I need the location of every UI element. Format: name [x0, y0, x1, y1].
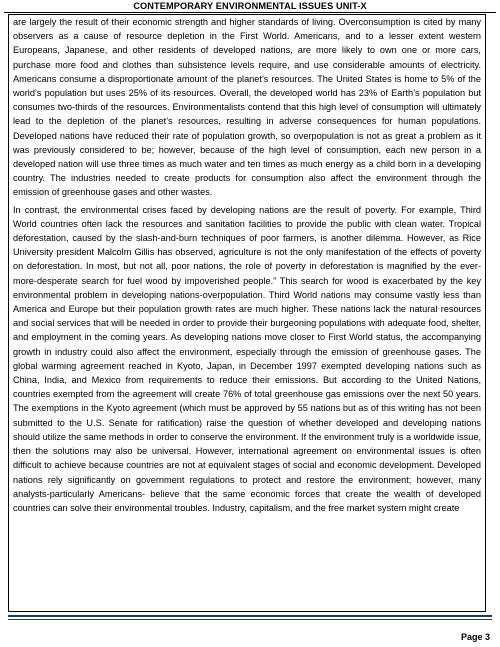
header-divider	[4, 12, 496, 13]
body-paragraph-2: In contrast, the environmental crises faced by developing nations are the result of poverty. For example, Third World countries often lack the resources and sanitation facilities to provide the public with clean water. Tropical deforestation, caused by the slash-and-burn techniques of poor farmers, is another dilemma. However, as Rice University president Malcolm Gillis has observed, agriculture is not the only manifestation of the effects of poverty on deforestation. In most, but not all, poor nations, the role of poverty in deforestation is magnified by the ever-more-desperate search for fuel wood by impoverished people.” This search for wood is exacerbated by the key environmental problem in developing nations-overpopulation. Third World nations may consume vastly less than America and Europe but their population growth rates are much higher. These nations lack the natural resources and social services that will be needed in order to provide their burgeoning populations with adequate food, shelter, and employment in the coming years. As developing nations move closer to First World status, the accompanying growth in industry could also affect the environment, especially through the emission of greenhouse gases. The global warming agreement reached in Kyoto, Japan, in December 1997 exempted developing nations such as China, India, and Mexico from requirements to reduce their emissions. But according to the United Nations, countries exempted from the agreement will create 76% of total greenhouse gas emissions over the next 50 years. The exemptions in the Kyoto agreement (which must be approved by 55 nations but as of this writing has not been submitted to the U.S. Senate for ratification) raise the question of whether developed and developing nations should utilize the same methods in order to conserve the environment. If the environment truly is a worldwide issue, then the solutions may also be universal. However, international agreement on environmental issues is often difficult to achieve because countries are not at equivalent stages of social and economic development. Developed nations rely significantly on government regulations to protect and restore the environment; however, many analysts-particularly Americans- believe that the same economic forces that create the wealth of developed countries can solve their environmental troubles. Industry, capitalism, and the free market system might create	[13, 204, 481, 513]
content-frame	[8, 14, 486, 612]
page-number: Page 3	[460, 632, 490, 642]
page-header-title: CONTEMPORARY ENVIRONMENTAL ISSUES UNIT-X	[133, 1, 367, 11]
body-paragraph-1: are largely the result of their economic strength and higher standards of living. Overconsumption is cited by many observers as a cause of resource depletion in the First World. Americans, and to a lesser extent western Europeans, Japanese, and other residents of developed nations, are more likely to own one or more cars, purchase more food and clothes than subsistence levels require, and use considerable amounts of electricity. Americans consume a disproportionate amount of the planet’s resources. The United States is home to 5% of the world’s population but uses 25% of its resources. Overall, the developed world has 23% of Earth’s population but consumes two-thirds of the resources. Environmentalists contend that this high level of consumption will ultimately lead to the depletion of the planet’s resources, resulting in adverse consequences for human populations. Developed nations have reduced their rate of population growth, so overpopulation is not as great a problem as it was previously considered to be; however, because of the high level of consumption, each new person in a developed nation will use three times as much water and ten times as much energy as a child born in a developing country. The industries needed to create products for consumption also affect the environment through the emission of greenhouse gases and other wastes.	[13, 17, 481, 198]
footer-divider-thin	[8, 619, 492, 620]
footer-divider-thick	[8, 615, 492, 617]
